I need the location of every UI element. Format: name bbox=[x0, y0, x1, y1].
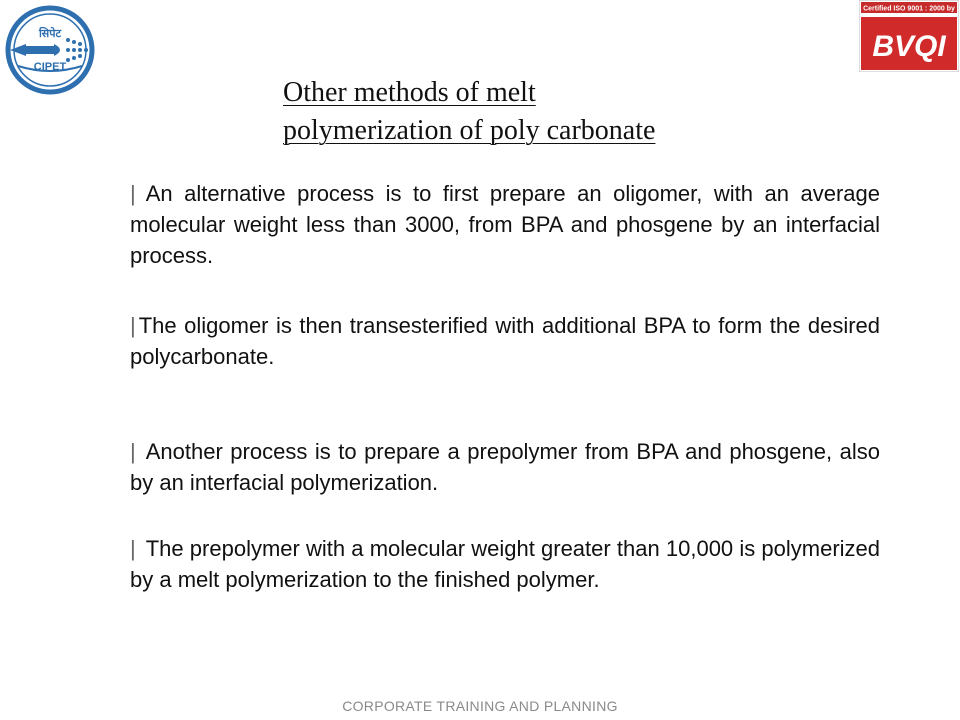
bullet-text: Another process is to prepare a prepolymer from BPA and phosgene, also by an interfacial polymerization. bbox=[130, 439, 880, 495]
footer-text: CORPORATE TRAINING AND PLANNING bbox=[342, 698, 618, 714]
bullet-item-2 bbox=[130, 310, 880, 372]
bvqi-brand-text: BVQI bbox=[872, 30, 946, 63]
bullet-text: The oligomer is then transesterified with additional BPA to form the desired polycarbonate. bbox=[130, 313, 880, 369]
slide-title-line-2: polymerization of poly carbonate bbox=[283, 115, 656, 146]
bullet-text: The prepolymer with a molecular weight greater than 10,000 is polymerized by a melt polymerization to the finished polymer. bbox=[130, 536, 880, 592]
bullet-item-4 bbox=[130, 533, 880, 595]
bvqi-logo bbox=[859, 0, 959, 72]
slide-title bbox=[283, 74, 803, 150]
bullet-marker: | bbox=[130, 439, 136, 464]
cipet-text: CIPET bbox=[33, 61, 67, 73]
bvqi-cert-text: Certified ISO 9001 : 2000 by bbox=[863, 5, 955, 13]
bullet-text: An alternative process is to first prepare an oligomer, with an average molecular weight less than 3000, from BPA and phosgene by an interfacial process. bbox=[130, 181, 880, 268]
bullet-marker: | bbox=[130, 181, 136, 206]
bullet-marker: | bbox=[130, 313, 136, 338]
cipet-hindi-text: सिपेट bbox=[38, 27, 62, 40]
bullet-item-1 bbox=[130, 178, 880, 271]
cipet-logo bbox=[4, 4, 96, 96]
bullet-item-3 bbox=[130, 436, 880, 498]
bullet-marker: | bbox=[130, 536, 136, 561]
slide-title-line-1: Other methods of melt bbox=[283, 77, 536, 108]
